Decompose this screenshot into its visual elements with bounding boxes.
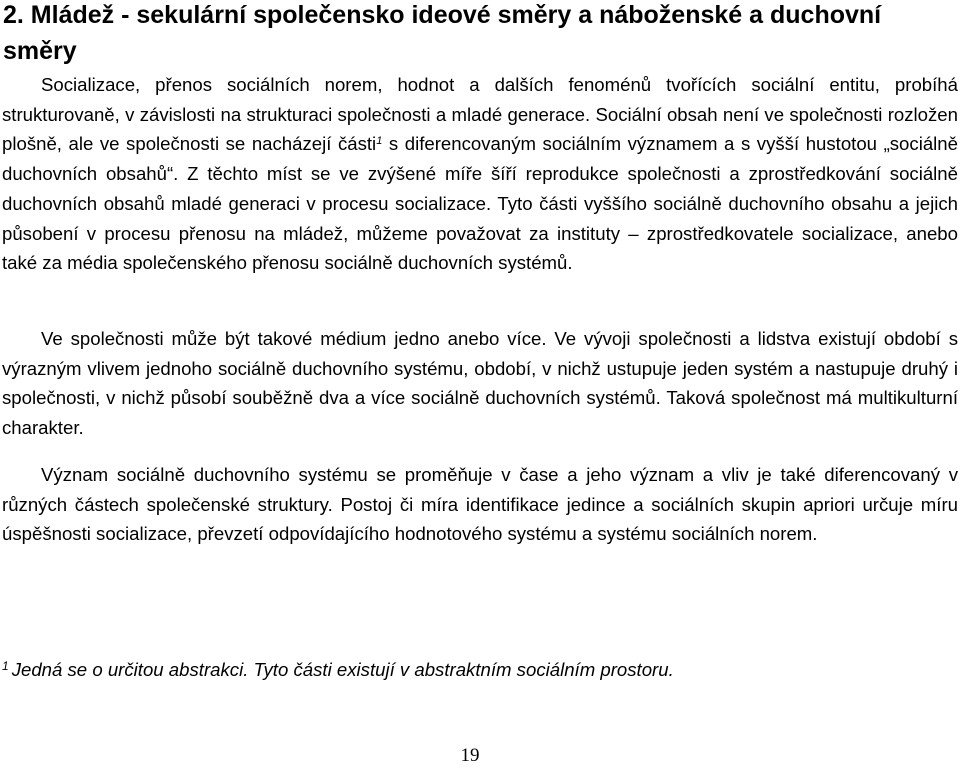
page-number: 19 [460,745,480,766]
footnote-mark: 1 [2,659,9,673]
footnote [2,655,958,685]
paragraph-text-continued: s diferencovaným sociálním významem a s vyšší hustotou „sociálně duchovních obsahů“. Z těchto míst se ve zvýšené míře šíří reprodukce společnosti a zprostředkování sociálně duchovních obsahů mladé generaci v procesu socializace. Tyto části vyššího sociálně duchovního obsahu a jejich působení v procesu přenosu na mládež, můžeme považovat za instituty – zprostředkovatele socializace, anebo také za média společenského přenosu sociálně duchovních systémů. [2,133,958,274]
paragraph-text: Socializace, přenos sociálních norem, hodnot a dalších fenoménů tvořících sociální entitu, probíhá strukturovaně, v závislosti na strukturaci společnosti a mladé generace. Sociální obsah není ve společnosti rozložen plošně, ale ve společnosti se nacházejí části [2,74,958,155]
paragraph-media: Ve společnosti může být takové médium jedno anebo více. Ve vývoji společnosti a lidstva existují období s výrazným vlivem jednoho sociálně duchovního systému, období, v nichž ustupuje jeden systém a nastupuje druhý i společnosti, v nichž působí souběžně dva a více sociálně duchovních systémů. Taková společnost má multikulturní charakter. [2,328,958,439]
paragraph-significance: Význam sociálně duchovního systému se proměňuje v čase a jeho význam a vliv je také diferencovaný v různých částech společenské struktury. Postoj či míra identifikace jedince a sociálních skupin apriori určuje míru úspěšnosti socializace, převzetí odpovídajícího hodnotového systému a systému sociálních norem. [2,464,958,545]
chapter-heading: 2. Mládež - sekulární společensko ideové směry a náboženské a duchovní směry [3,1,882,65]
paragraph-socialization [2,70,958,278]
footnote-text: Jedná se o určitou abstrakci. Tyto části existují v abstraktním sociálním prostoru. [11,659,674,680]
footnote-reference[interactable]: 1 [376,135,383,148]
